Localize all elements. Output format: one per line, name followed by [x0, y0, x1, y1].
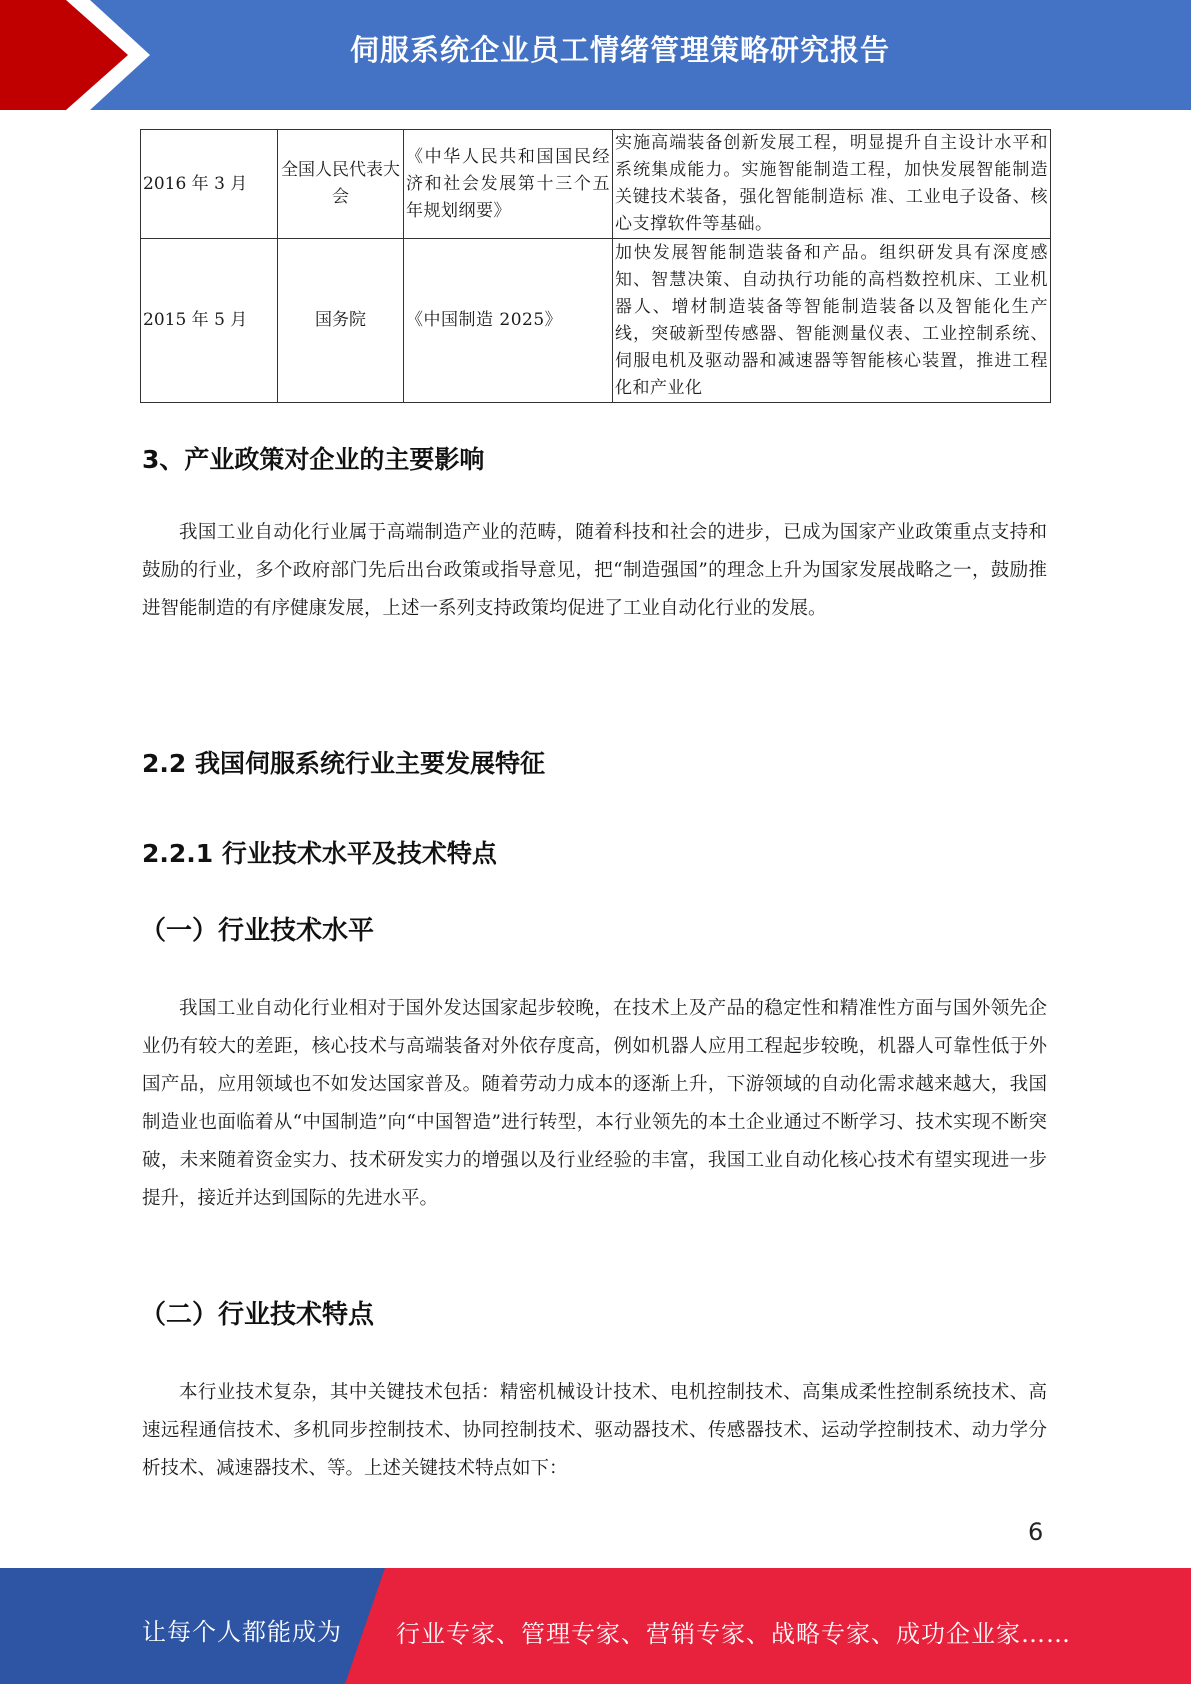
header-title: 伺服系统企业员工情绪管理策略研究报告 [349, 33, 890, 67]
footer-slogan-left: 让每个人都能成为 [142, 1618, 342, 1646]
section-3-heading: 3、产业政策对企业的主要影响 [142, 445, 485, 474]
header-arrow-icon [0, 0, 160, 110]
table-cell-content: 加快发展智能制造装备和产品。组织研发具有深度感知、智慧决策、自动执行功能的高档数控机床、工业机器人、增材制造装备等智能制造装备以及智能化生产线，突破新型传感器、智能测量仪表、工业控制系统、伺服电机及驱动器和减速器等智能核心装置，推进工程化和产业化 [613, 239, 1051, 403]
page-number: 6 [1028, 1518, 1044, 1546]
table-cell-date: 2015 年 5 月 [141, 239, 278, 403]
table-cell-content: 实施高端装备创新发展工程，明显提升自主设计水平和系统集成能力。实施智能制造工程，加快发展智能制造关键技术装备，强化智能制造标 准、工业电子设备、核心支撑软件等基础。 [613, 130, 1051, 239]
section-2-2-heading: 2.2 我国伺服系统行业主要发展特征 [142, 749, 545, 778]
table-cell-issuer: 全国人民代表大会 [278, 130, 404, 239]
table-cell-date: 2016 年 3 月 [141, 130, 278, 239]
table-row [141, 239, 1051, 403]
section-2-2-1-heading: 2.2.1 行业技术水平及技术特点 [142, 839, 497, 868]
table-cell-issuer: 国务院 [278, 239, 404, 403]
table-cell-document: 《中华人民共和国国民经济和社会发展第十三个五年规划纲要》 [404, 130, 613, 239]
subsection-tech-features-paragraph: 本行业技术复杂，其中关键技术包括：精密机械设计技术、电机控制技术、高集成柔性控制系统技术、高速远程通信技术、多机同步控制技术、协同控制技术、驱动器技术、传感器技术、运动学控制技术、动力学分析技术、减速器技术、等。上述关键技术特点如下： [142, 1382, 1047, 1479]
page-header [0, 0, 1191, 110]
section-3-paragraph: 我国工业自动化行业属于高端制造产业的范畴，随着科技和社会的进步，已成为国家产业政策重点支持和鼓励的行业，多个政府部门先后出台政策或指导意见，把“制造强国”的理念上升为国家发展战略之一，鼓励推进智能制造的有序健康发展，上述一系列支持政策均促进了工业自动化行业的发展。 [142, 522, 1047, 619]
subsection-tech-features-heading: （二）行业技术特点 [140, 1300, 375, 1330]
page-footer [0, 1568, 1191, 1684]
subsection-tech-level-paragraph: 我国工业自动化行业相对于国外发达国家起步较晚，在技术上及产品的稳定性和精准性方面与国外领先企业仍有较大的差距，核心技术与高端装备对外依存度高，例如机器人应用工程起步较晚，机器人可靠性低于外国产品，应用领域也不如发达国家普及。随着劳动力成本的逐渐上升，下游领域的自动化需求越来越大，我国制造业也面临着从“中国制造”向“中国智造”进行转型，本行业领先的本土企业通过不断学习、技术实现不断突破，未来随着资金实力、技术研发实力的增强以及行业经验的丰富，我国工业自动化核心技术有望实现进一步提升，接近并达到国际的先进水平。 [142, 998, 1047, 1209]
footer-slogan-right: 行业专家、管理专家、营销专家、战略专家、成功企业家…… [396, 1620, 1071, 1648]
table-cell-document: 《中国制造 2025》 [404, 239, 613, 403]
subsection-tech-level-heading: （一）行业技术水平 [140, 916, 375, 946]
policy-table [140, 129, 1051, 403]
table-row [141, 130, 1051, 239]
